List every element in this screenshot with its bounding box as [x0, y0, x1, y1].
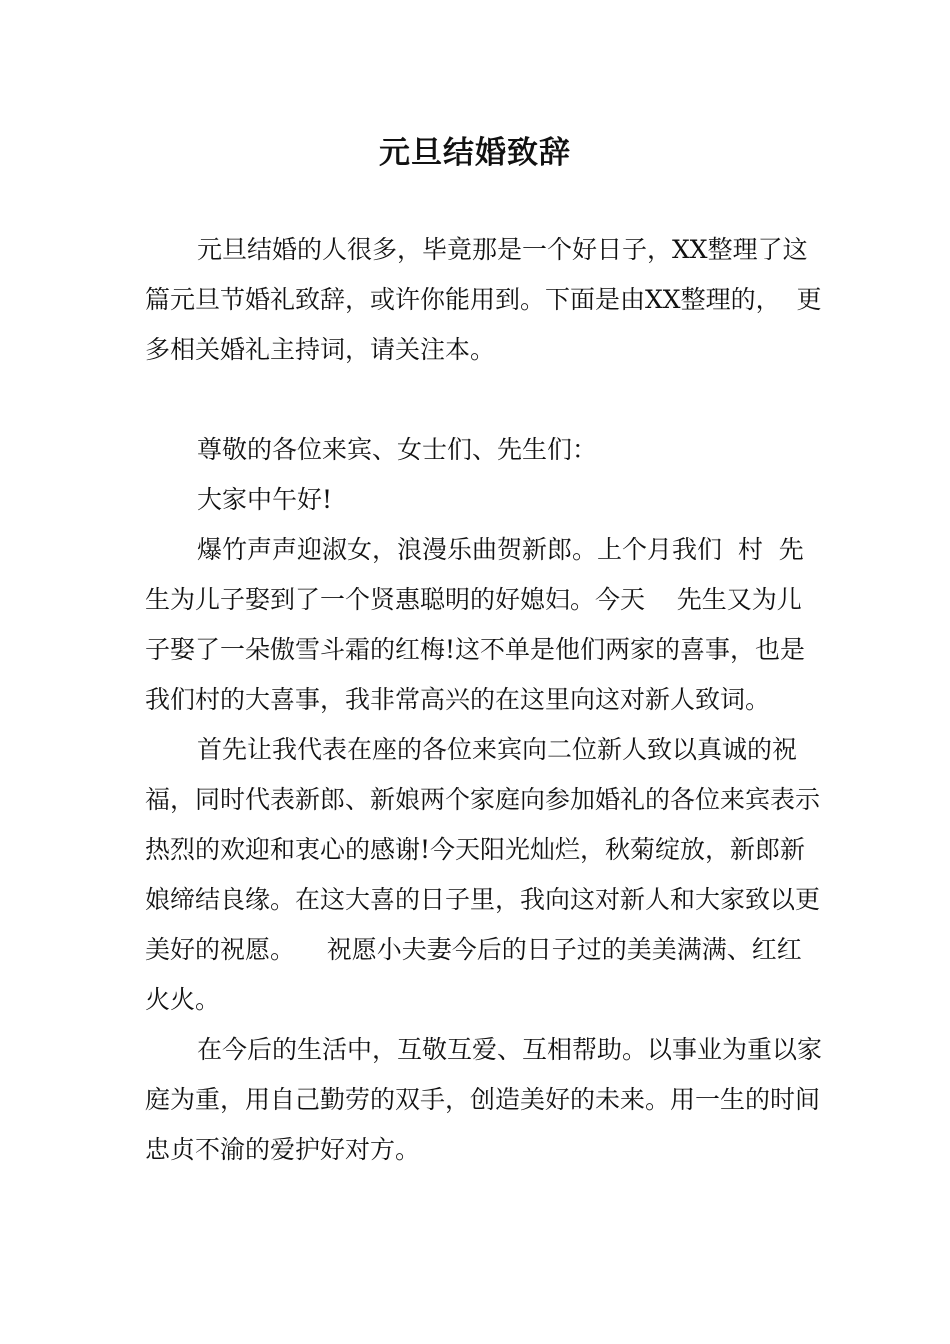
document-title: 元旦结婚致辞	[379, 135, 571, 171]
document-body	[145, 225, 825, 1175]
intro-paragraph: 元旦结婚的人很多，毕竟那是一个好日子，XX整理了这篇元旦节婚礼致辞，或许你能用到。下面是由XX整理的， 更多相关婚礼主持词，请关注本。	[145, 235, 822, 364]
body-paragraph: 首先让我代表在座的各位来宾向二位新人致以真诚的祝福，同时代表新郎、新娘两个家庭向参加婚礼的各位来宾表示热烈的欢迎和衷心的感谢!今天阳光灿烂，秋菊绽放，新郎新娘缔结良缘。在这大喜的日子里，我向这对新人和大家致以更美好的祝愿。 祝愿小夫妻今后的日子过的美美满满、红红火火。	[145, 735, 821, 1014]
paragraph-spacer	[145, 375, 825, 425]
body-paragraph: 爆竹声声迎淑女，浪漫乐曲贺新郎。上个月我们 村 先生为儿子娶到了一个贤惠聪明的好媳妇。今天 先生又为儿子娶了一朵傲雪斗霜的红梅!这不单是他们两家的喜事，也是我们村的大喜事，我非常高兴的在这里向这对新人致词。	[145, 535, 806, 714]
body-paragraph: 在今后的生活中，互敬互爱、互相帮助。以事业为重以家庭为重，用自己勤劳的双手，创造美好的未来。用一生的时间忠贞不渝的爱护好对方。	[145, 1035, 823, 1164]
greeting-line: 尊敬的各位来宾、女士们、先生们：	[197, 435, 598, 464]
hello-line: 大家中午好!	[197, 485, 333, 514]
